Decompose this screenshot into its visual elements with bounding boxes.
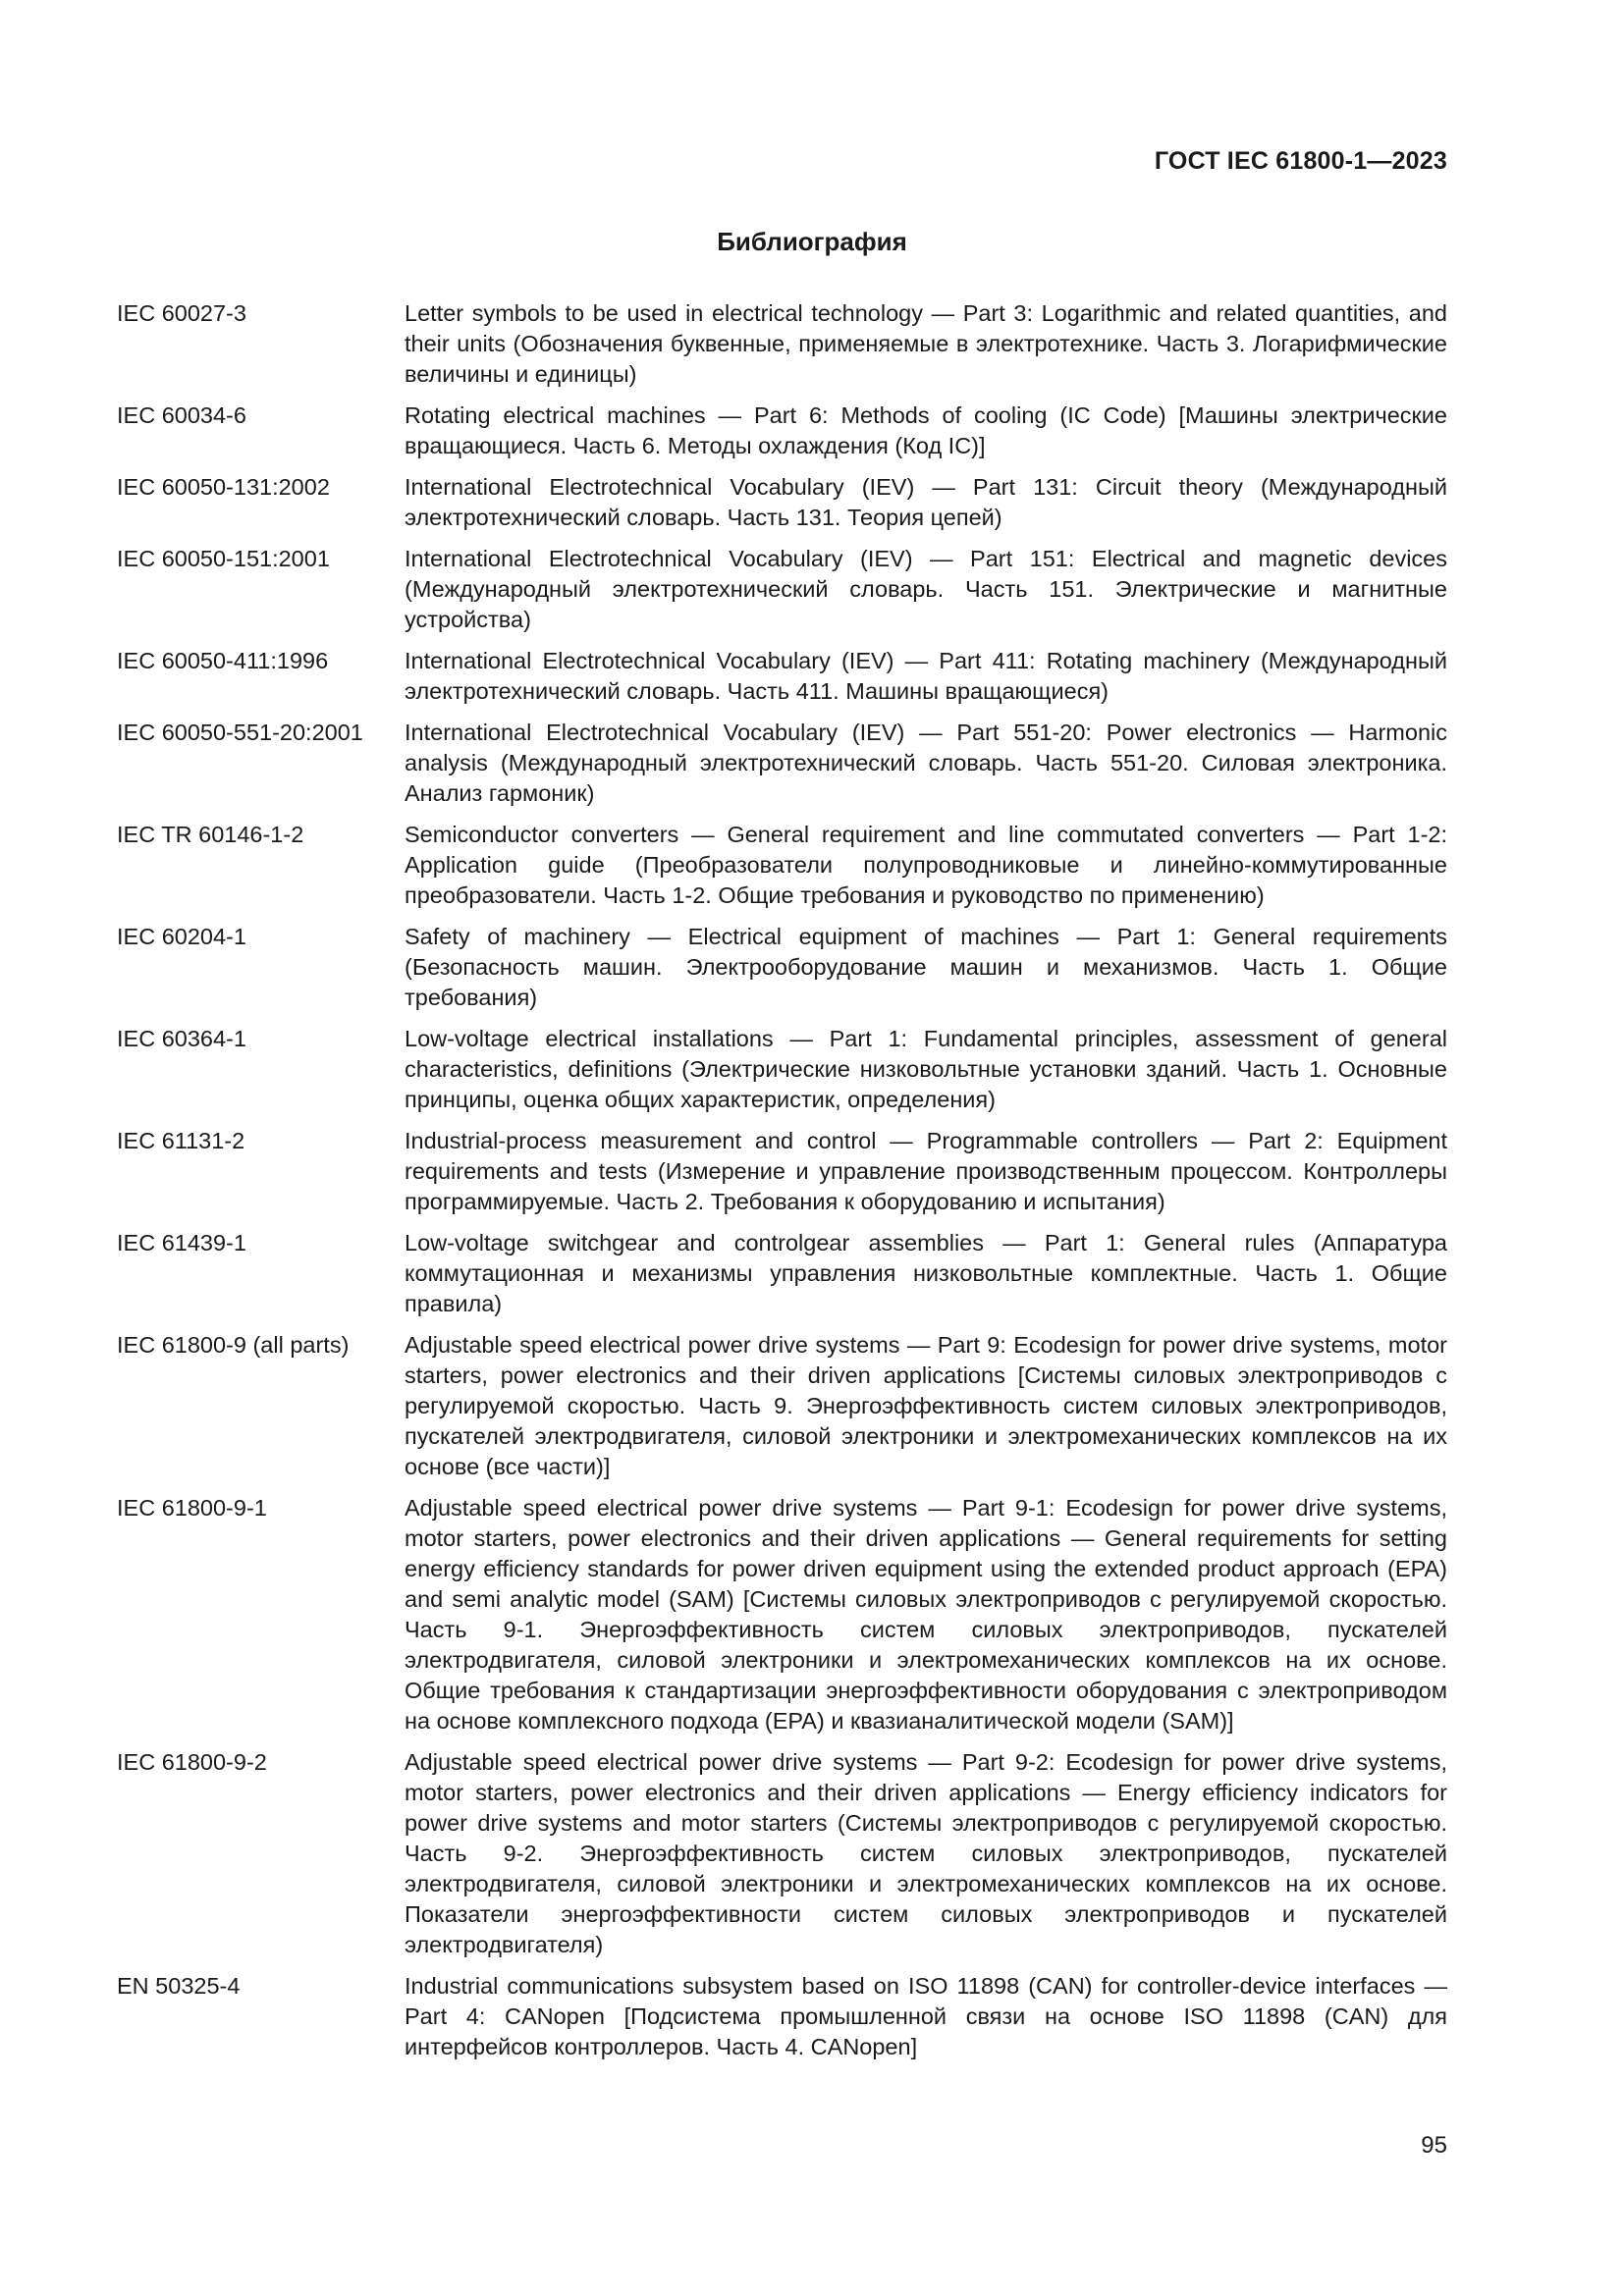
reference-code: IEC 61800-9-1 bbox=[117, 1495, 267, 1521]
bibliography-entry bbox=[117, 1330, 1447, 1482]
reference-code: IEC 60050-551-20:2001 bbox=[117, 720, 363, 745]
reference-code: IEC 60034-6 bbox=[117, 402, 246, 428]
reference-code: IEC 60364-1 bbox=[117, 1026, 246, 1051]
reference-code: IEC 60050-411:1996 bbox=[117, 648, 329, 673]
reference-title: Adjustable speed electrical power drive systems — Part 9-1: Ecodesign for power drive systems, motor starters, power electronics and their driven applications — General requirements for setting energy efficiency standards for power driven equipment using the extended product approach (EPA) and semi analytic model (SAM) [Системы силовых электроприводов с регулируемой скоростью. Часть 9-1. Энергоэффективность систем силовых электроприводов, пускателей электродвигателя, силовой электроники и электромеханических комплексов на их основе. Общие требования к стандартизации энергоэффективности оборудования с электроприводом на основе комплексного подхода (EPA) и квазианалитической модели (SAM)] bbox=[405, 1495, 1447, 1734]
reference-title: Rotating electrical machines — Part 6: Methods of cooling (IC Code) [Машины электрические вращающиеся. Часть 6. Методы охлаждения (Код IC)] bbox=[405, 402, 1447, 458]
reference-title: Industrial-process measurement and control — Programmable controllers — Part 2: Equipment requirements and tests (Измерение и управление производственным процессом. Контроллеры программируемые. Часть 2. Требования к оборудованию и испытания) bbox=[405, 1128, 1447, 1214]
bibliography-entry bbox=[117, 1747, 1447, 1960]
bibliography-entry bbox=[117, 1228, 1447, 1319]
bibliography-list bbox=[117, 298, 1447, 2073]
document-standard-header: ГОСТ IEC 61800-1—2023 bbox=[1154, 147, 1447, 175]
reference-code: IEC 61131-2 bbox=[117, 1128, 245, 1153]
reference-code: IEC 61800-9-2 bbox=[117, 1749, 267, 1775]
reference-code: IEC 60027-3 bbox=[117, 300, 246, 326]
bibliography-entry bbox=[117, 544, 1447, 635]
reference-title: Adjustable speed electrical power drive systems — Part 9: Ecodesign for power drive systems, motor starters, power electronics and their driven applications [Системы силовых электроприводов с регулируемой скоростью. Часть 9. Энергоэффективность систем силовых электроприводов, пускателей электродвигателя, силовой электроники и электромеханических комплексов на их основе (все части)] bbox=[405, 1332, 1447, 1479]
reference-title: International Electrotechnical Vocabulary (IEV) — Part 131: Circuit theory (Международный электротехнический словарь. Часть 131. Теория цепей) bbox=[405, 474, 1447, 530]
bibliography-entry bbox=[117, 646, 1447, 707]
bibliography-entry bbox=[117, 1126, 1447, 1217]
reference-title: International Electrotechnical Vocabulary (IEV) — Part 551-20: Power electronics — Harmonic analysis (Международный электротехнический словарь. Часть 551-20. Силовая электроника. Анализ гармоник) bbox=[405, 720, 1447, 806]
reference-title: International Electrotechnical Vocabulary (IEV) — Part 151: Electrical and magnetic devices (Международный электротехнический словарь. Часть 151. Электрические и магнитные устройства) bbox=[405, 546, 1447, 632]
bibliography-entry bbox=[117, 1971, 1447, 2062]
bibliography-entry bbox=[117, 472, 1447, 533]
reference-title: Industrial communications subsystem based on ISO 11898 (CAN) for controller-device interfaces — Part 4: CANopen [Подсистема промышленной связи на основе ISO 11898 (CAN) для интерфейсов контроллеров. Часть 4. CANopen] bbox=[405, 1973, 1447, 2059]
reference-title: Letter symbols to be used in electrical technology — Part 3: Logarithmic and related quantities, and their units (Обозначения буквенные, применяемые в электротехнике. Часть 3. Логарифмические величины и единицы) bbox=[405, 300, 1447, 387]
bibliography-entry bbox=[117, 400, 1447, 461]
bibliography-entry bbox=[117, 922, 1447, 1013]
reference-code: IEC 60050-131:2002 bbox=[117, 474, 330, 500]
reference-title: Adjustable speed electrical power drive systems — Part 9-2: Ecodesign for power drive systems, motor starters, power electronics and their driven applications — Energy efficiency indicators for power drive systems and motor starters (Системы электроприводов с регулируемой скоростью. Часть 9-2. Энергоэффективность систем силовых электроприводов, пускателей электродвигателя, силовой электроники и электромеханических комплексов на их основе. Показатели энергоэффективности систем силовых электроприводов и пускателей электродвигателя) bbox=[405, 1749, 1447, 1957]
reference-code: IEC 61439-1 bbox=[117, 1230, 246, 1255]
reference-title: Low-voltage electrical installations — Part 1: Fundamental principles, assessment of general characteristics, definitions (Электрические низковольтные установки зданий. Часть 1. Основные принципы, оценка общих характеристик, определения) bbox=[405, 1026, 1447, 1112]
reference-code: IEC 61800-9 (all parts) bbox=[117, 1332, 350, 1358]
reference-code: IEC TR 60146-1-2 bbox=[117, 822, 304, 847]
reference-title: Safety of machinery — Electrical equipment of machines — Part 1: General requirements (Безопасность машин. Электрооборудование машин и механизмов. Часть 1. Общие требования) bbox=[405, 924, 1447, 1010]
page-number: 95 bbox=[1421, 2132, 1447, 2159]
bibliography-entry bbox=[117, 1493, 1447, 1736]
bibliography-entry bbox=[117, 1024, 1447, 1115]
reference-title: International Electrotechnical Vocabulary (IEV) — Part 411: Rotating machinery (Международный электротехнический словарь. Часть 411. Машины вращающиеся) bbox=[405, 648, 1447, 704]
reference-title: Semiconductor converters — General requirement and line commutated converters — Part 1-2: Application guide (Преобразователи полупроводниковые и линейно-коммутированные преобразователи. Часть 1-2. Общие требования и руководство по применению) bbox=[405, 822, 1447, 908]
bibliography-entry bbox=[117, 820, 1447, 911]
reference-code: EN 50325-4 bbox=[117, 1973, 241, 1999]
reference-code: IEC 60204-1 bbox=[117, 924, 246, 949]
reference-title: Low-voltage switchgear and controlgear assemblies — Part 1: General rules (Аппаратура коммутационная и механизмы управления низковольтные комплектные. Часть 1. Общие правила) bbox=[405, 1230, 1447, 1316]
page-title: Библиография bbox=[717, 227, 907, 256]
reference-code: IEC 60050-151:2001 bbox=[117, 546, 330, 571]
bibliography-entry bbox=[117, 718, 1447, 809]
bibliography-entry bbox=[117, 298, 1447, 390]
